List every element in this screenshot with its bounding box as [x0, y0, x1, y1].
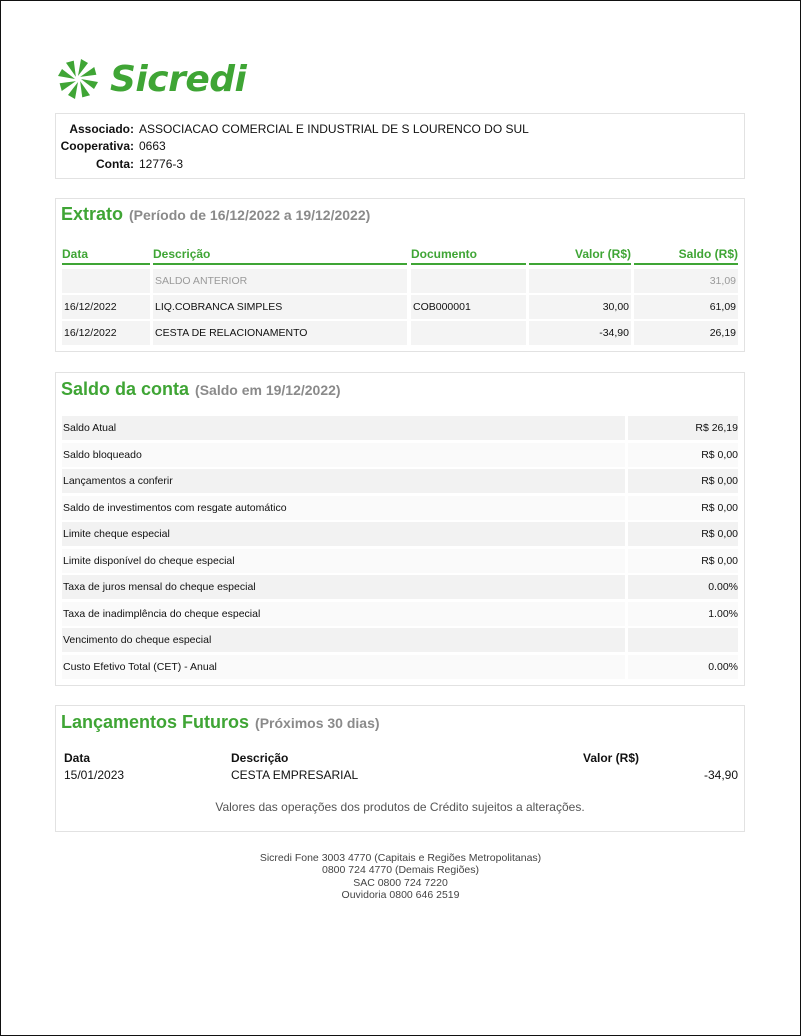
- extrato-heading: [61, 204, 370, 225]
- footer-line-fone: Sicredi Fone 3003 4770 (Capitais e Regiões Metropolitanas): [259, 852, 542, 864]
- saldo-title: Saldo da conta: [61, 379, 190, 399]
- saldo-subtitle: (Saldo em 19/12/2022): [195, 382, 341, 398]
- associado-value: ASSOCIACAO COMERCIAL E INDUSTRIAL DE S LOURENCO DO SUL: [139, 122, 529, 136]
- extrato-period: (Período de 16/12/2022 a 19/12/2022): [129, 207, 371, 223]
- futuros-subtitle: (Próximos 30 dias): [255, 715, 380, 731]
- cell-data: 16/12/2022: [62, 321, 150, 345]
- col-header-saldo: Saldo (R$): [634, 245, 738, 265]
- saldo-row: [62, 469, 738, 493]
- saldo-row: [62, 602, 738, 626]
- cell-saldo: 26,19: [634, 321, 738, 345]
- saldo-section: [55, 372, 745, 686]
- saldo-label: Saldo bloqueado: [62, 443, 625, 467]
- saldo-value: [628, 628, 738, 652]
- saldo-label: Limite disponível do cheque especial: [62, 549, 625, 573]
- saldo-value: R$ 0,00: [628, 549, 738, 573]
- table-row: [62, 321, 738, 345]
- saldo-row: [62, 443, 738, 467]
- saldo-row: [62, 655, 738, 679]
- futuros-cell-descricao: CESTA EMPRESARIAL: [231, 768, 359, 782]
- col-header-descricao: Descrição: [153, 245, 407, 265]
- saldo-label: Limite cheque especial: [62, 522, 625, 546]
- futuros-header-valor: Valor (R$): [583, 751, 640, 765]
- saldo-label: Taxa de inadimplência do cheque especial: [62, 602, 625, 626]
- saldo-row: [62, 628, 738, 652]
- saldo-value: 0.00%: [628, 655, 738, 679]
- saldo-label: Taxa de juros mensal do cheque especial: [62, 575, 625, 599]
- saldo-value: 1.00%: [628, 602, 738, 626]
- cell-data: [62, 269, 150, 293]
- conta-label: Conta:: [96, 157, 134, 171]
- futuros-title: Lançamentos Futuros: [61, 712, 250, 732]
- saldo-heading: [61, 379, 341, 400]
- conta-row: [56, 155, 744, 173]
- saldo-row: [62, 416, 738, 440]
- futuros-cell-valor: -34,90: [703, 768, 738, 782]
- cooperativa-label: Cooperativa:: [60, 139, 134, 153]
- account-info-box: [55, 113, 745, 179]
- saldo-row: [62, 575, 738, 599]
- futuros-heading: [61, 712, 380, 733]
- saldo-row: [62, 549, 738, 573]
- cell-documento: [411, 269, 526, 293]
- cooperativa-value: 0663: [139, 139, 166, 153]
- saldo-row: [62, 522, 738, 546]
- conta-value: 12776-3: [139, 157, 184, 171]
- futuros-note: Valores das operações dos produtos de Crédito sujeitos a alterações.: [215, 800, 585, 814]
- saldo-value: R$ 0,00: [628, 443, 738, 467]
- saldo-value: R$ 0,00: [628, 522, 738, 546]
- cell-documento: COB000001: [411, 295, 526, 319]
- logo-wordmark: Sicredi: [110, 58, 247, 100]
- table-row: [62, 295, 738, 319]
- col-header-valor: Valor (R$): [529, 245, 631, 265]
- cell-valor: 30,00: [529, 295, 631, 319]
- saldo-label: Vencimento do cheque especial: [62, 628, 625, 652]
- associado-label: Associado:: [69, 122, 134, 136]
- saldo-value: R$ 0,00: [628, 469, 738, 493]
- cell-data: 16/12/2022: [62, 295, 150, 319]
- cell-saldo: 31,09: [634, 269, 738, 293]
- futuros-header-descricao: Descrição: [231, 751, 289, 765]
- futuros-section: [55, 705, 745, 832]
- saldo-label: Lançamentos a conferir: [62, 469, 625, 493]
- cell-valor: -34,90: [529, 321, 631, 345]
- sicredi-logo: [54, 52, 246, 106]
- saldo-value: R$ 0,00: [628, 496, 738, 520]
- cell-saldo: 61,09: [634, 295, 738, 319]
- sicredi-pinwheel-icon: [54, 55, 102, 103]
- saldo-value: 0.00%: [628, 575, 738, 599]
- col-header-documento: Documento: [411, 245, 526, 265]
- cell-descricao: LIQ.COBRANCA SIMPLES: [153, 295, 407, 319]
- futuros-cell-data: 15/01/2023: [64, 768, 125, 782]
- cell-valor: [529, 269, 631, 293]
- extrato-section: [55, 198, 745, 352]
- extrato-title: Extrato: [61, 204, 124, 224]
- footer-line-sac: SAC 0800 724 7220: [353, 876, 448, 889]
- col-header-data: Data: [62, 245, 150, 265]
- footer-contacts: [0, 852, 801, 901]
- futuros-header-data: Data: [64, 751, 91, 765]
- cell-descricao: CESTA DE RELACIONAMENTO: [153, 321, 407, 345]
- table-row: [62, 269, 738, 293]
- associado-row: [56, 120, 744, 138]
- cell-documento: [411, 321, 526, 345]
- saldo-label: Saldo Atual: [62, 416, 625, 440]
- cooperativa-row: [56, 137, 744, 155]
- saldo-value: R$ 26,19: [628, 416, 738, 440]
- footer-line-demais: 0800 724 4770 (Demais Regiões): [321, 864, 479, 877]
- saldo-label: Custo Efetivo Total (CET) - Anual: [62, 655, 625, 679]
- saldo-label: Saldo de investimentos com resgate automático: [62, 496, 625, 520]
- footer-line-ouvidoria: Ouvidoria 0800 646 2519: [341, 888, 460, 901]
- cell-descricao: SALDO ANTERIOR: [153, 269, 407, 293]
- saldo-row: [62, 496, 738, 520]
